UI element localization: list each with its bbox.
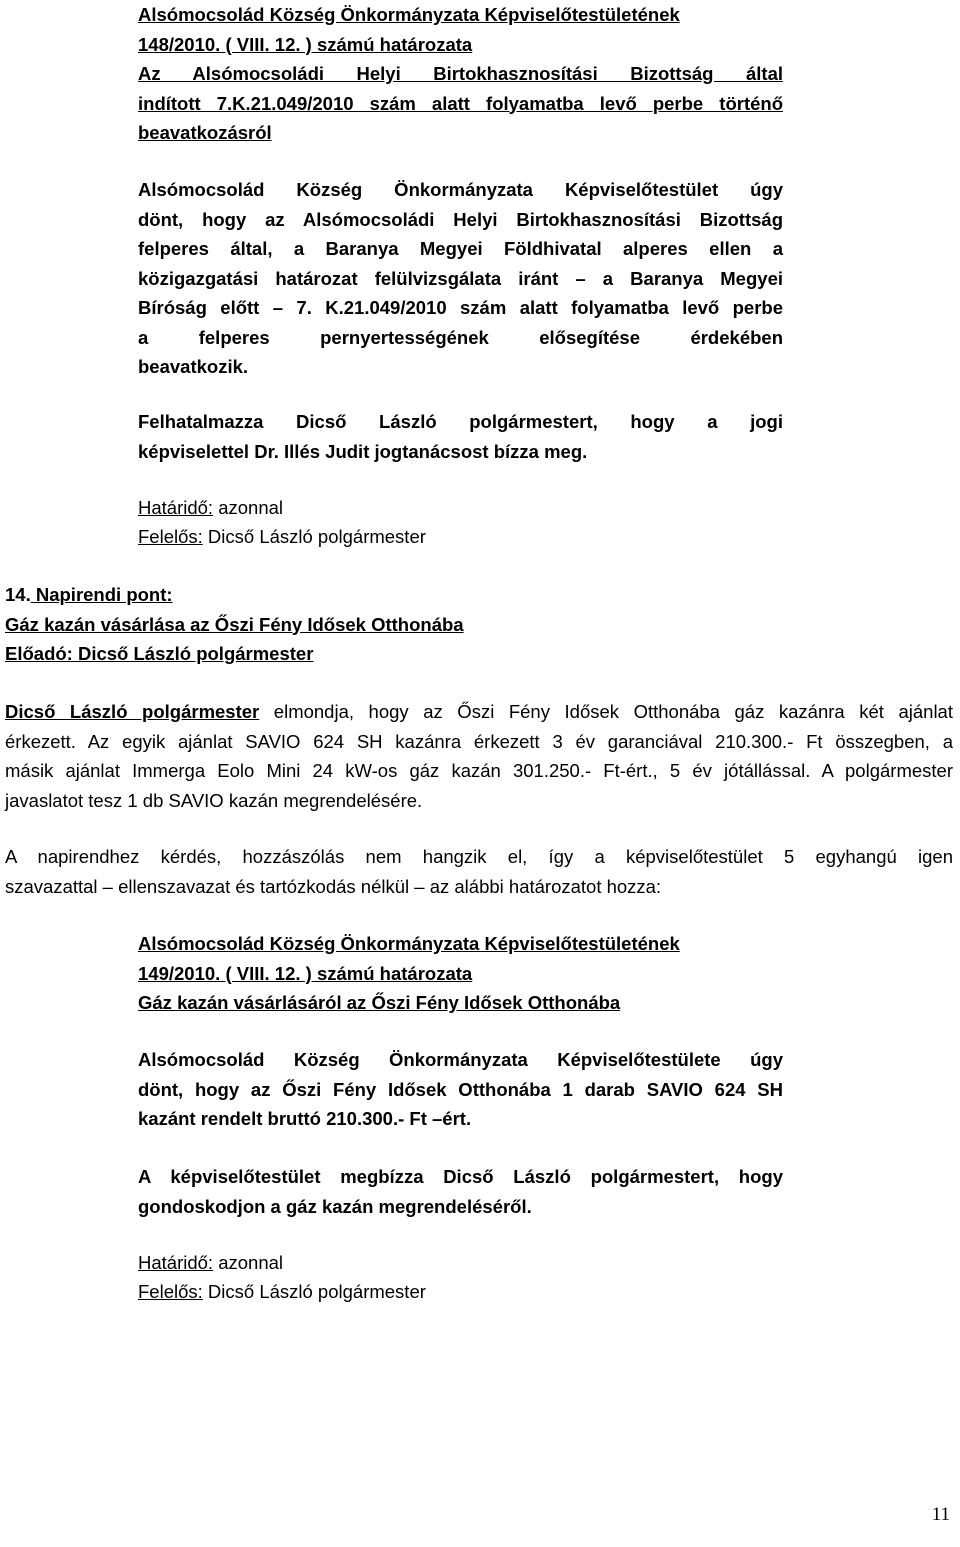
resolution-title-line: 148/2010. ( VIII. 12. ) számú határozata	[138, 33, 473, 55]
resolution-title-line: Gáz kazán vásárlásáról az Őszi Fény Idősek Otthonába	[138, 992, 621, 1013]
responsible-label: Felelős:	[138, 1281, 203, 1302]
resolution-148-deadline	[138, 493, 783, 523]
resolution-title-line: Alsómocsolád Község Önkormányzata Képviselőtestületének	[138, 4, 680, 25]
agenda-number: 14.	[5, 584, 31, 605]
deadline-value: azonnal	[213, 497, 284, 518]
discussion-line: másik ajánlat Immerga Eolo Mini 24 kW-os gáz kazán 301.250.- Ft-ért., 5 év jótállással. A polgármester	[5, 760, 953, 781]
resolution-148-body	[138, 175, 783, 382]
resolution-title-line: Az Alsómocsoládi Helyi Birtokhasznosítási Bizottság által	[138, 63, 783, 84]
resolution-148-title	[138, 0, 783, 148]
resolution-149-mandate	[138, 1162, 783, 1221]
body-line: Alsómocsolád Község Önkormányzata Képviselőtestülete úgy	[138, 1049, 783, 1070]
body-line: a felperes pernyertességének elősegítése érdekében	[138, 326, 783, 348]
deadline-label: Határidő:	[138, 1252, 214, 1273]
resolution-149-title	[138, 929, 783, 1018]
agenda-presenter: Előadó: Dicső László polgármester	[5, 643, 314, 664]
vote-line: A napirendhez kérdés, hozzászólás nem hangzik el, így a képviselőtestület 5 egyhangú igen	[5, 846, 953, 867]
resolution-title-line: beavatkozásról	[138, 122, 272, 143]
responsible-label: Felelős:	[138, 526, 203, 547]
resolution-149-body	[138, 1045, 783, 1134]
body-line: Alsómocsolád Község Önkormányzata Képviselőtestület úgy	[138, 179, 783, 200]
resolution-148-responsible	[138, 522, 783, 552]
vote-paragraph	[5, 842, 953, 901]
agenda-item-14	[5, 580, 953, 669]
resolution-title-line: indított 7.K.21.049/2010 szám alatt folyamatba levő perbe történő	[138, 92, 783, 114]
resolution-title-line: 149/2010. ( VIII. 12. ) számú határozata	[138, 962, 473, 984]
resolution-148-authorization	[138, 407, 783, 466]
body-line: beavatkozik.	[138, 356, 249, 377]
agenda-heading	[5, 580, 953, 610]
responsible-value: Dicső László polgármester	[202, 1281, 426, 1302]
discussion-paragraph	[5, 697, 953, 815]
resolution-149-deadline	[138, 1248, 783, 1278]
body-line: Bíróság előtt – 7. K.21.049/2010 szám alatt folyamatba levő perbe	[138, 297, 783, 318]
page-number: 11	[931, 1504, 950, 1525]
body-line: gondoskodjon a gáz kazán megrendeléséről.	[138, 1195, 532, 1217]
agenda-label: Napirendi pont:	[30, 584, 173, 605]
body-line: felperes által, a Baranya Megyei Földhivatal alperes ellen a	[138, 238, 783, 259]
resolution-title-line: Alsómocsolád Község Önkormányzata Képviselőtestületének	[138, 933, 680, 954]
body-line: kazánt rendelt bruttó 210.300.- Ft –ért.	[138, 1108, 472, 1129]
agenda-subject: Gáz kazán vásárlása az Őszi Fény Idősek Otthonába	[5, 613, 464, 635]
deadline-value: azonnal	[213, 1252, 284, 1273]
body-line: Felhatalmazza Dicső László polgármestert, hogy a jogi	[138, 411, 783, 432]
body-line: dönt, hogy az Őszi Fény Idősek Otthonába 1 darab SAVIO 624 SH	[138, 1078, 783, 1100]
speaker-name: Dicső László polgármester	[5, 701, 260, 722]
resolution-149-responsible	[138, 1277, 783, 1307]
discussion-line: javaslatot tesz 1 db SAVIO kazán megrendelésére.	[5, 789, 423, 811]
body-line: képviselettel Dr. Illés Judit jogtanácsost bízza meg.	[138, 440, 588, 462]
body-line: közigazgatási határozat felülvizsgálata iránt – a Baranya Megyei	[138, 267, 783, 289]
deadline-label: Határidő:	[138, 497, 214, 518]
discussion-line: Dicső László polgármester elmondja, hogy az Őszi Fény Idősek Otthonába gáz kazánra két ajánlat	[5, 701, 953, 722]
responsible-value: Dicső László polgármester	[202, 526, 426, 547]
discussion-line: érkezett. Az egyik ajánlat SAVIO 624 SH kazánra érkezett 3 év garanciával 210.300.- Ft összegben, a	[5, 730, 953, 752]
body-line: dönt, hogy az Alsómocsoládi Helyi Birtokhasznosítási Bizottság	[138, 208, 783, 230]
body-line: A képviselőtestület megbízza Dicső László polgármestert, hogy	[138, 1166, 783, 1187]
vote-line: szavazattal – ellenszavazat és tartózkodás nélkül – az alábbi határozatot hozza:	[5, 875, 662, 897]
